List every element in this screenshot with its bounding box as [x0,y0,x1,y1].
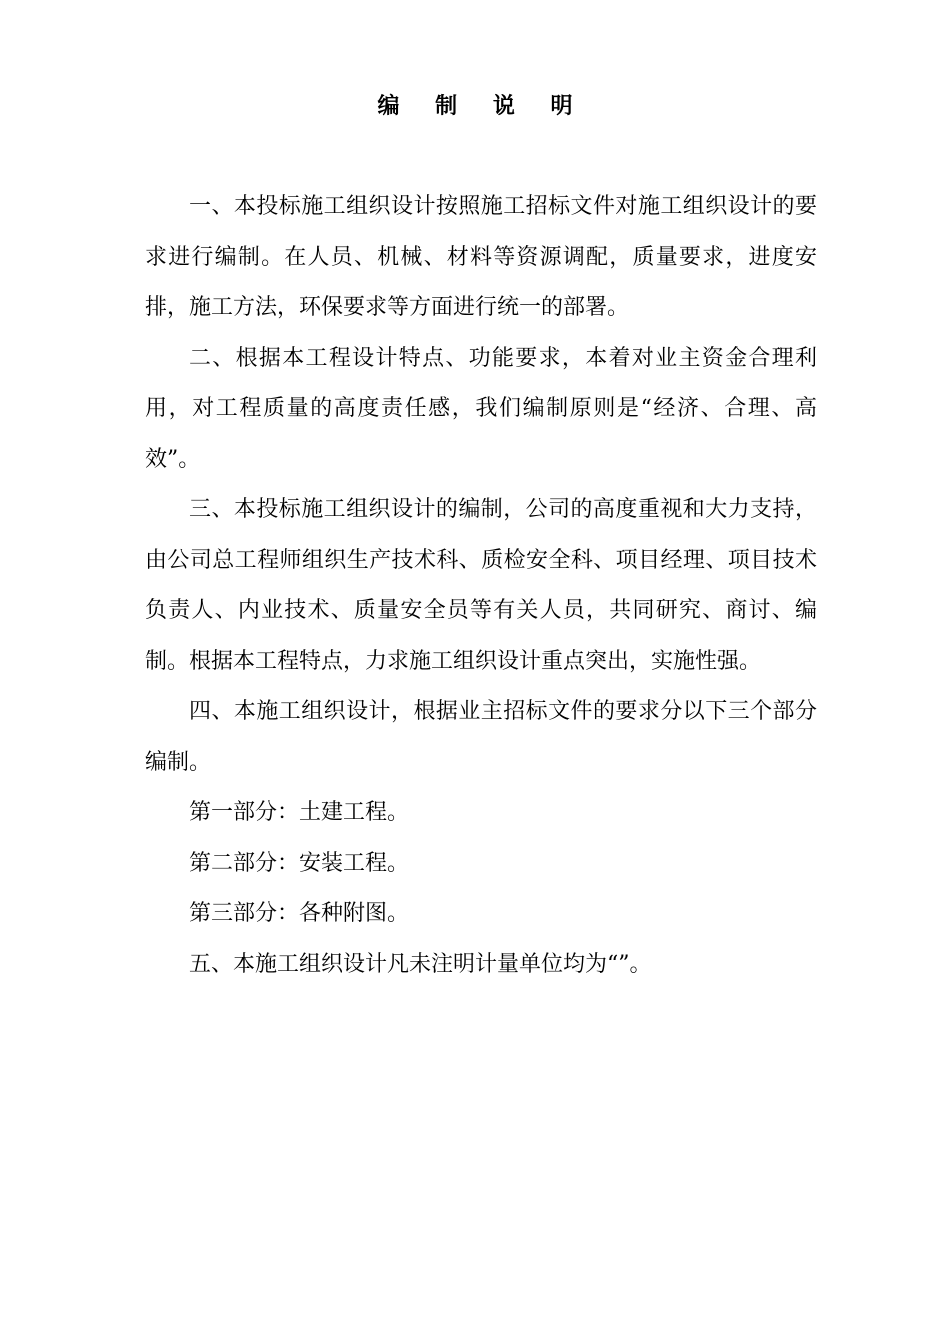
paragraph-5: 五、本施工组织设计凡未注明计量单位均为“”。 [189,951,652,977]
paragraph-2: 二、根据本工程设计特点、功能要求，本着对业主资金合理利用，对工程质量的高度责任感，我们编制原则是“经济、合理、高效”。 [145,345,817,472]
paragraph-4: 四、本施工组织设计，根据业主招标文件的要求分以下三个部分编制。 [145,699,817,775]
paragraph-part-1: 第一部分：土建工程。 [189,800,410,825]
paragraph-3: 三、本投标施工组织设计的编制，公司的高度重视和大力支持，由公司总工程师组织生产技术科、质检安全科、项目经理、项目技术负责人、内业技术、质量安全员等有关人员，共同研究、商讨、编制。根据本工程特点，力求施工组织设计重点突出，实施性强。 [145,497,817,674]
paragraph-1: 一、本投标施工组织设计按照施工招标文件对施工组织设计的要求进行编制。在人员、机械、材料等资源调配，质量要求，进度安排，施工方法，环保要求等方面进行统一的部署。 [145,194,817,320]
document-body [145,182,817,990]
paragraph-part-2: 第二部分：安装工程。 [189,850,410,876]
document-title: 编 制 说 明 [377,93,587,119]
paragraph-part-3: 第三部分：各种附图。 [189,901,410,926]
